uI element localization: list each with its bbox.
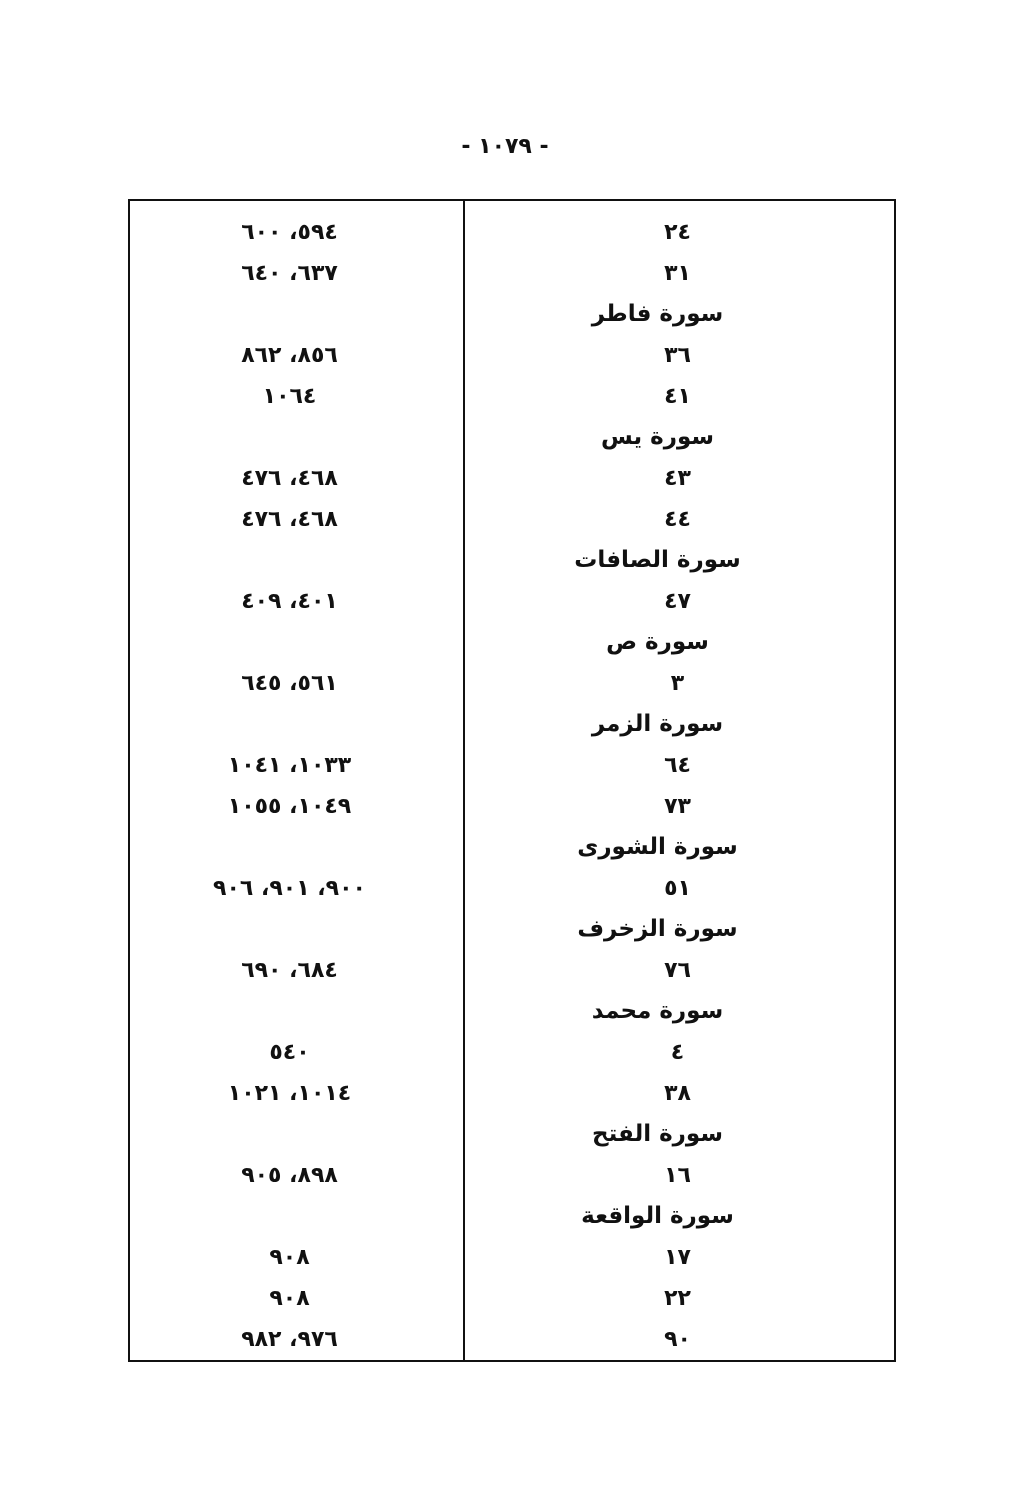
surah-heading: سورة الواقعة: [581, 1203, 734, 1229]
surah-heading-row: [130, 622, 894, 663]
surah-heading: سورة ص: [606, 629, 709, 655]
verse-number: ٤٧: [664, 589, 691, 614]
verse-row: [130, 1319, 894, 1360]
index-rows: [130, 212, 894, 1360]
page-references: ٤٠١، ٤٠٩: [241, 589, 338, 614]
verse-row: [130, 581, 894, 622]
page-references: ١٠٤٩، ١٠٥٥: [227, 794, 352, 819]
page-references: ٦٨٤، ٦٩٠: [241, 958, 338, 983]
verse-row: [130, 458, 894, 499]
verse-number: ٤: [670, 1040, 685, 1065]
page-references: ٨٥٦، ٨٦٢: [241, 343, 338, 368]
page-references: ٦٣٧، ٦٤٠: [241, 261, 338, 286]
page-references: [130, 1114, 463, 1155]
verse-row: [130, 499, 894, 540]
page-references: ٩٧٦، ٩٨٢: [241, 1327, 338, 1352]
verse-number: ١٧: [664, 1245, 691, 1270]
page-references: ٥٩٤، ٦٠٠: [241, 220, 338, 245]
verse-number: ٣٦: [664, 343, 691, 368]
surah-heading-row: [130, 991, 894, 1032]
surah-heading: سورة الصافات: [574, 547, 741, 573]
page-references: ٤٦٨، ٤٧٦: [241, 466, 338, 491]
surah-heading-row: [130, 827, 894, 868]
verse-row: [130, 1032, 894, 1073]
surah-heading-row: [130, 1114, 894, 1155]
surah-heading: سورة الفتح: [592, 1121, 723, 1147]
verse-number: ٥١: [664, 876, 691, 901]
verse-number: ٧٦: [664, 958, 691, 983]
verse-number: ٧٣: [664, 794, 691, 819]
page-references: ٩٠٠، ٩٠١، ٩٠٦: [213, 876, 366, 901]
verse-row: [130, 1073, 894, 1114]
surah-heading-row: [130, 704, 894, 745]
verse-number: ٣١: [664, 261, 691, 286]
verse-row: [130, 950, 894, 991]
verse-row: [130, 745, 894, 786]
surah-heading: سورة يس: [600, 424, 714, 450]
verse-number: ١٦: [664, 1163, 691, 1188]
page-references: ٨٩٨، ٩٠٥: [241, 1163, 338, 1188]
page-references: ٤٦٨، ٤٧٦: [241, 507, 338, 532]
surah-heading-row: [130, 417, 894, 458]
verse-number: ٩٠: [664, 1327, 691, 1352]
verse-row: [130, 786, 894, 827]
verse-row: [130, 376, 894, 417]
surah-heading-row: [130, 540, 894, 581]
surah-heading: سورة الزمر: [591, 711, 724, 737]
page-references: ١٠١٤، ١٠٢١: [227, 1081, 352, 1106]
page-references: ١٠٦٤: [262, 384, 317, 409]
page-references: [130, 827, 463, 868]
verse-row: [130, 1278, 894, 1319]
page-references: [130, 417, 463, 458]
verse-row: [130, 868, 894, 909]
verse-row: [130, 1155, 894, 1196]
verse-row: [130, 1237, 894, 1278]
verse-number: ٦٤: [664, 753, 691, 778]
page-references: [130, 909, 463, 950]
page-references: [130, 540, 463, 581]
verse-number: ٤٣: [664, 466, 691, 491]
surah-heading: سورة الزخرف: [577, 916, 738, 942]
verse-number: ٤٤: [664, 507, 691, 532]
surah-heading: سورة فاطر: [591, 301, 724, 327]
page-references: [130, 1196, 463, 1237]
page-references: [130, 704, 463, 745]
verse-number: ٣: [670, 671, 685, 696]
verse-index-table: [128, 199, 896, 1362]
verse-row: [130, 663, 894, 704]
page-references: [130, 622, 463, 663]
verse-number: ٣٨: [664, 1081, 691, 1106]
verse-row: [130, 253, 894, 294]
verse-row: [130, 335, 894, 376]
verse-number: ٢٢: [664, 1286, 691, 1311]
page-references: ١٠٣٣، ١٠٤١: [227, 753, 352, 778]
surah-heading: سورة الشورى: [577, 834, 738, 860]
surah-heading-row: [130, 294, 894, 335]
page-references: ٩٠٨: [269, 1245, 310, 1270]
page-references: [130, 991, 463, 1032]
verse-number: ٢٤: [664, 220, 691, 245]
page-references: ٥٦١، ٦٤٥: [241, 671, 338, 696]
surah-heading: سورة محمد: [591, 998, 724, 1024]
verse-row: [130, 212, 894, 253]
page-references: [130, 294, 463, 335]
page-number: - ١٠٧٩ -: [461, 134, 549, 159]
surah-heading-row: [130, 1196, 894, 1237]
page-references: ٩٠٨: [269, 1286, 310, 1311]
surah-heading-row: [130, 909, 894, 950]
verse-number: ٤١: [664, 384, 691, 409]
page-references: ٥٤٠: [269, 1040, 310, 1065]
